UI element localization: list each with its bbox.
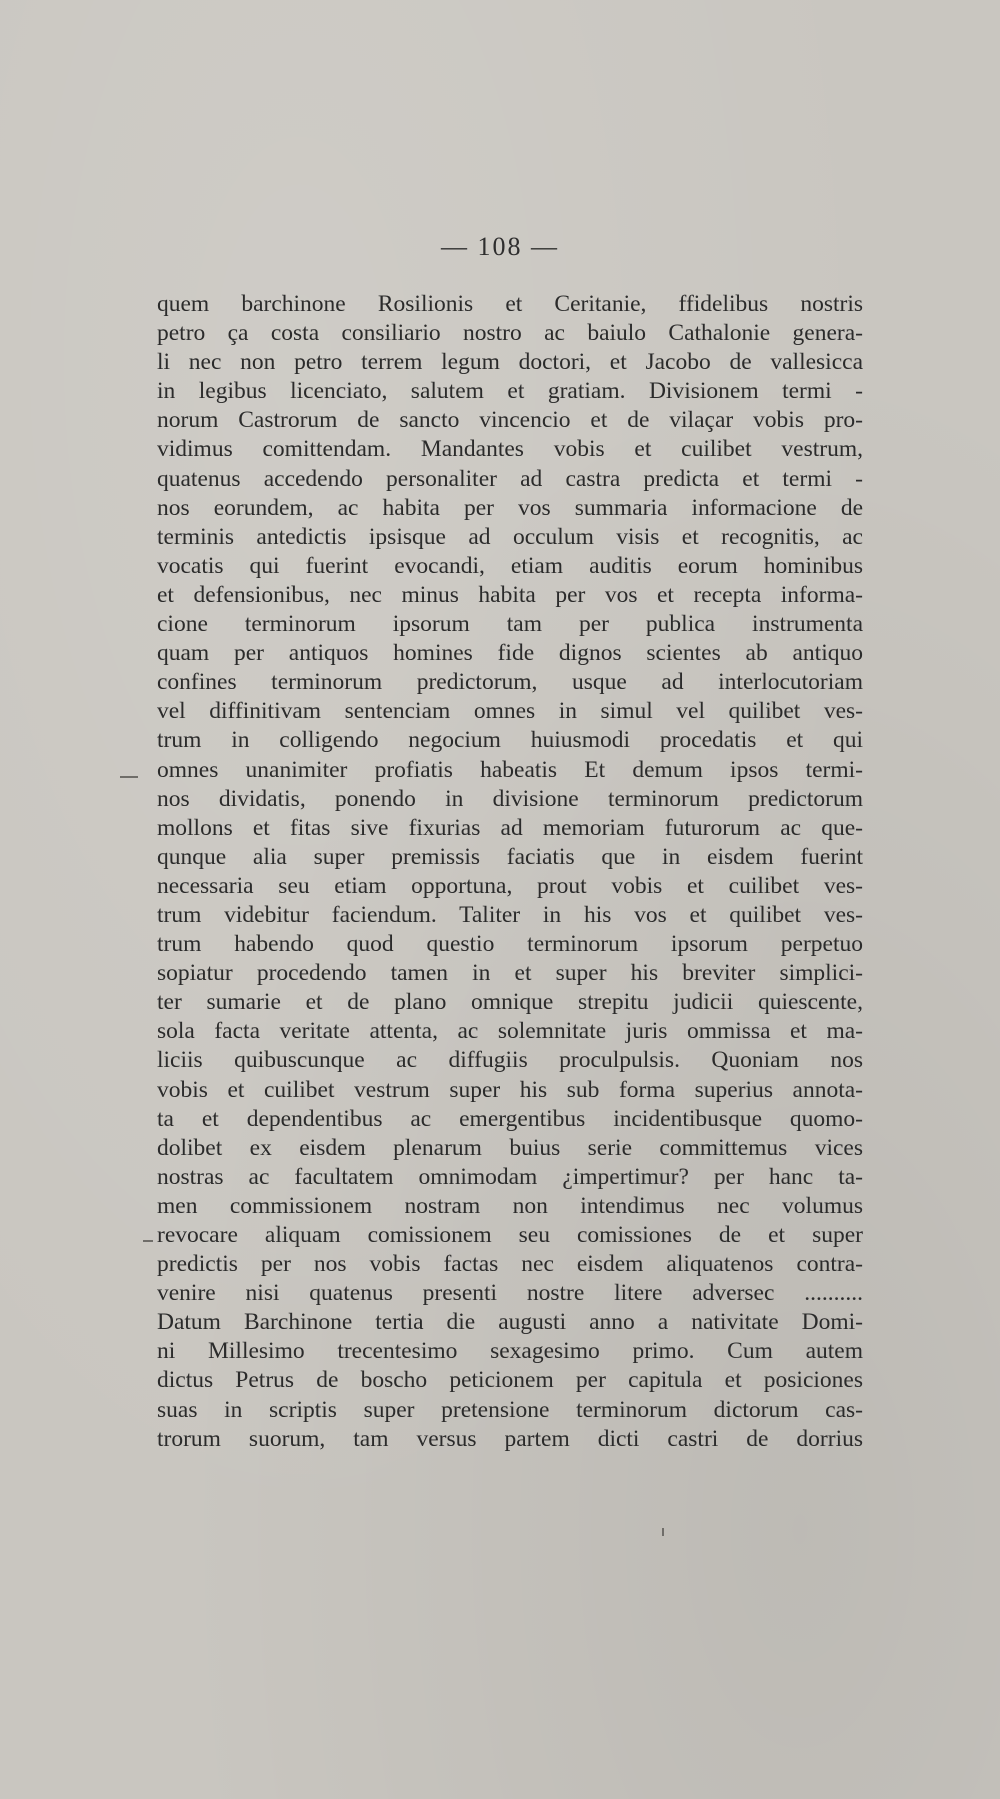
text-line: trum in colligendo negocium huiusmodi procedatis et qui [157,727,863,754]
text-line: nos dividatis, ponendo in divisione terminorum predictorum [157,785,863,812]
text-line: in legibus licenciato, salutem et gratiam. Divisionem termi - [157,378,863,405]
text-line: quam per antiquos homines fide dignos scientes ab antiquo [157,640,863,667]
text-line: qunque alia super premissis faciatis que in eisdem fuerint [157,843,863,870]
text-line: venire nisi quatenus presenti nostre litere adversec .......... [157,1280,863,1307]
text-line: ta et dependentibus ac emergentibus incidentibusque quomo- [157,1105,863,1132]
text-line: cione terminorum ipsorum tam per publica instrumenta [157,611,863,638]
text-line: nostras ac facultatem omnimodam ¿impertimur? per hanc ta- [157,1163,863,1190]
text-line: quem barchinone Rosilionis et Ceritanie, ffidelibus nostris [157,291,863,317]
text-line: men commissionem nostram non intendimus nec volumus [157,1192,863,1219]
text-line: confines terminorum predictorum, usque ad interlocutoriam [157,669,863,696]
text-line: li nec non petro terrem legum doctori, et Jacobo de vallesicca [157,349,863,376]
text-line: sopiatur procedendo tamen in et super his breviter simplici- [157,960,863,987]
text-line: omnes unanimiter profiatis habeatis Et demum ipsos termi- [157,756,863,783]
margin-mark [120,776,138,778]
text-line: liciis quibuscunque ac diffugiis proculpulsis. Quoniam nos [157,1047,863,1074]
text-line: sola facta veritate attenta, ac solemnitate juris ommissa et ma- [157,1018,863,1045]
text-line: dictus Petrus de boscho peticionem per capitula et posiciones [157,1367,863,1394]
text-line: et defensionibus, nec minus habita per vos et recepta informa- [157,581,863,608]
text-line: vel diffinitivam sentenciam omnes in simul vel quilibet ves- [157,698,863,725]
text-line: ter sumarie et de plano omnique strepitu judicii quiescente, [157,989,863,1016]
text-line: terminis antedictis ipsisque ad occulum visis et recognitis, ac [157,523,863,550]
text-line: revocare aliquam comissionem seu comissiones de et super [157,1222,863,1248]
scan-speck [662,1528,664,1536]
text-line: trum videbitur faciendum. Taliter in his vos et quilibet ves- [157,901,863,928]
text-line: suas in scriptis super pretensione terminorum dictorum cas- [157,1396,863,1423]
text-line: nos eorundem, ac habita per vos summaria informacione de [157,494,863,521]
body-text [157,290,863,1454]
text-line: trorum suorum, tam versus partem dicti castri de dorrius [157,1425,863,1452]
text-line: quatenus accedendo personaliter ad castra predicta et termi - [157,465,863,492]
text-line: predictis per nos vobis factas nec eisdem aliquatenos contra- [157,1251,863,1278]
page-number: — 108 — [441,232,559,261]
text-line: trum habendo quod questio terminorum ipsorum perpetuo [157,931,863,958]
text-line: necessaria seu etiam opportuna, prout vobis et cuilibet ves- [157,872,863,899]
margin-mark [143,1240,153,1242]
text-line: ni Millesimo trecentesimo sexagesimo primo. Cum autem [157,1338,863,1365]
text-line: Datum Barchinone tertia die augusti anno a nativitate Domi- [157,1309,863,1336]
text-line: norum Castrorum de sancto vincencio et de vilaçar vobis pro- [157,407,863,434]
text-line: mollons et fitas sive fixurias ad memoriam futurorum ac que- [157,814,863,841]
text-line: vocatis qui fuerint evocandi, etiam auditis eorum hominibus [157,552,863,579]
text-line: dolibet ex eisdem plenarum buius serie committemus vices [157,1134,863,1161]
text-line: vidimus comittendam. Mandantes vobis et cuilibet vestrum, [157,436,863,463]
text-line: vobis et cuilibet vestrum super his sub forma superius annota- [157,1076,863,1103]
text-line: petro ça costa consiliario nostro ac baiulo Cathalonie genera- [157,320,863,347]
